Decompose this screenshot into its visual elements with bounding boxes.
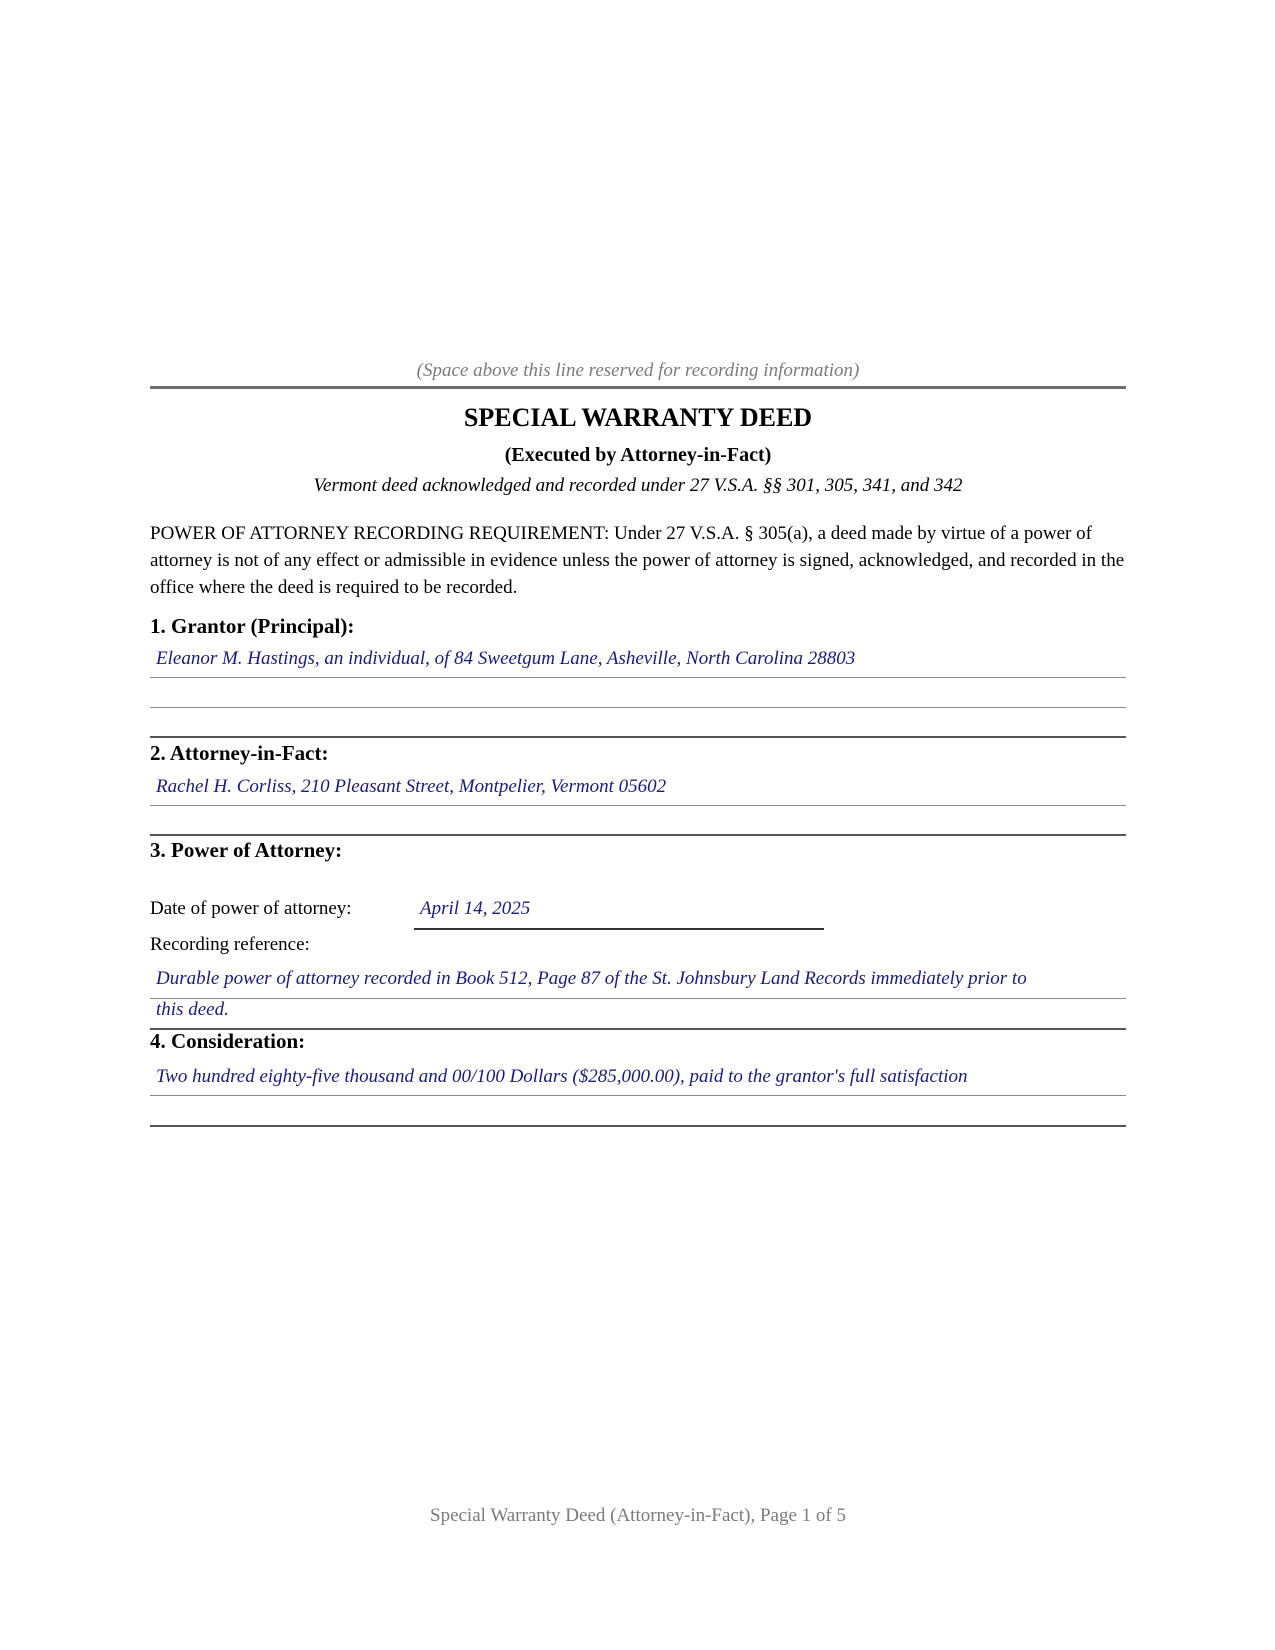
grantor-heading: 1. Grantor (Principal):: [150, 614, 355, 638]
page-footer: Special Warranty Deed (Attorney-in-Fact), Page 1 of 5: [430, 1505, 846, 1526]
section-divider: [150, 736, 1126, 738]
poa-date-label: Date of power of attorney:: [150, 898, 352, 919]
recording-requirement-notice: POWER OF ATTORNEY RECORDING REQUIREMENT: Under 27 V.S.A. § 305(a), a deed made by virtue of a power of attorney is not of any effect or admissible in evidence unless the power of attorney is signed, acknowledged, and recorded in the office where the deed is required to be recorded.: [150, 523, 1125, 598]
recording-reference-label: Recording reference:: [150, 934, 310, 955]
power-of-attorney-heading: 3. Power of Attorney:: [150, 838, 343, 862]
recording-space-note: (Space above this line reserved for recording information): [416, 360, 860, 381]
consideration-heading: 4. Consideration:: [150, 1029, 306, 1053]
statute-reference: Vermont deed acknowledged and recorded under 27 V.S.A. §§ 301, 305, 341, and 342: [313, 475, 963, 496]
recording-reference-field-cont[interactable]: this deed.: [156, 999, 229, 1020]
attorney-in-fact-field[interactable]: Rachel H. Corliss, 210 Pleasant Street, Montpelier, Vermont 05602: [156, 776, 667, 797]
grantor-field-line: [150, 677, 1126, 678]
document-title: SPECIAL WARRANTY DEED: [463, 403, 813, 432]
document-subtitle: (Executed by Attorney-in-Fact): [504, 444, 772, 466]
grantor-field[interactable]: Eleanor M. Hastings, an individual, of 84 Sweetgum Lane, Asheville, North Carolina 28803: [156, 648, 856, 669]
section-divider: [150, 1125, 1126, 1127]
attorney-in-fact-heading: 2. Attorney-in-Fact:: [150, 741, 329, 765]
deed-page: [150, 0, 1126, 1650]
consideration-field[interactable]: Two hundred eighty-five thousand and 00/100 Dollars ($285,000.00), paid to the grantor's full satisfaction: [156, 1066, 968, 1087]
grantor-field-line-2: [150, 707, 1126, 708]
reference-field-line: [150, 998, 1126, 999]
recording-divider: [150, 386, 1126, 389]
poa-date-field[interactable]: April 14, 2025: [420, 898, 531, 919]
section-divider: [150, 834, 1126, 836]
poa-date-line: [414, 928, 824, 930]
consideration-field-line: [150, 1095, 1126, 1096]
recording-reference-field[interactable]: Durable power of attorney recorded in Book 512, Page 87 of the St. Johnsbury Land Records immediately prior to: [156, 968, 1027, 989]
attorney-field-line: [150, 805, 1126, 806]
